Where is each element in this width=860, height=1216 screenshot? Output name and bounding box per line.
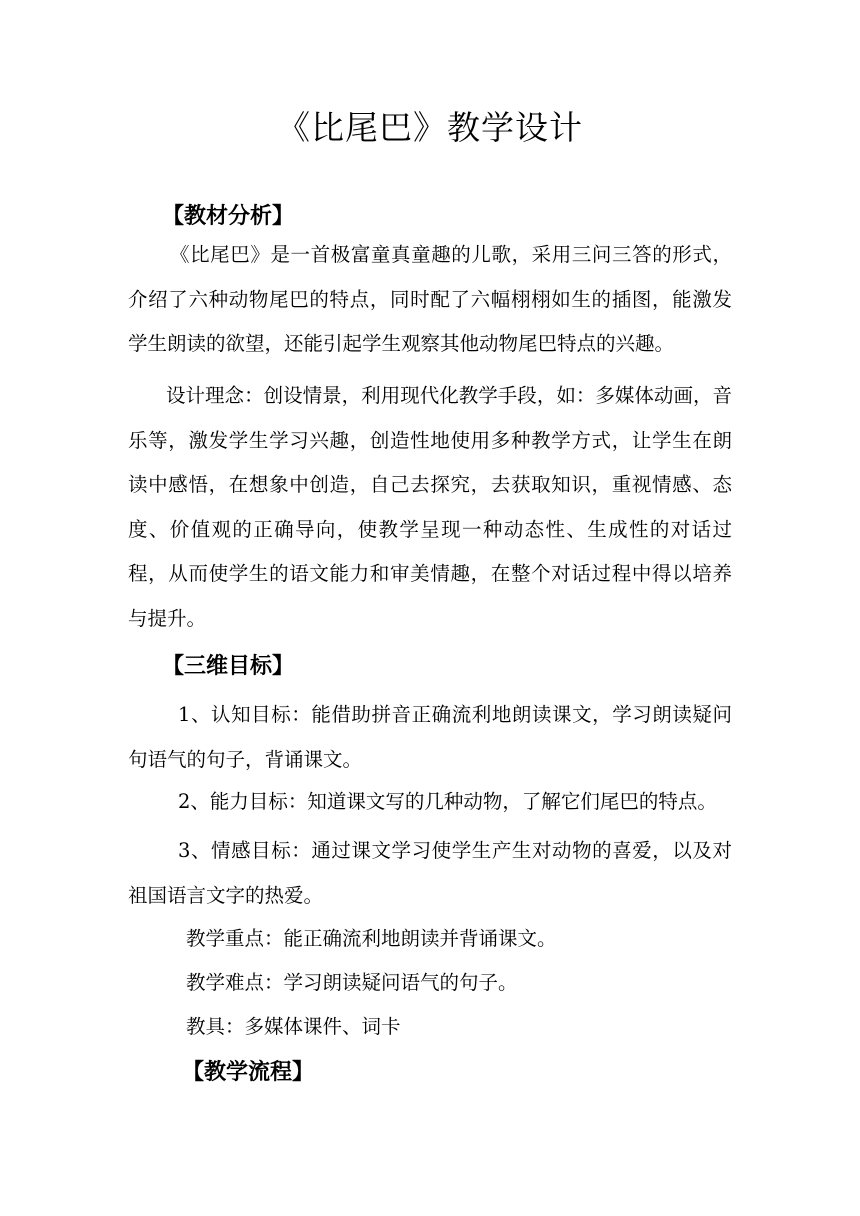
heading-material-analysis: 【教材分析】 xyxy=(162,204,295,229)
heading-process: 【教学流程】 xyxy=(182,1060,315,1085)
teaching-difficulty: 教学难点：学习朗读疑问语气的句子。 xyxy=(186,971,518,994)
paragraph-design-concept: 设计理念：创设情景，利用现代化教学手段，如：多媒体动画，音乐等，激发学生学习兴趣，创造性地使用多种教学方式，让学生在朗读中感悟，在想象中创造，自己去探究，去获取知识，重视情感、态度、价值观的正确导向，使教学呈现一种动态性、生成性的对话过程，从而使学生的语文能力和审美情趣，在整个对话过程中得以培养与提升。 xyxy=(128,384,732,630)
goal-cognitive: 1、认知目标：能借助拼音正确流利地朗读课文，学习朗读疑问句语气的句子，背诵课文。 xyxy=(128,703,732,771)
goal-emotion: 3、情感目标：通过课文学习使学生产生对动物的喜爱，以及对祖国语言文字的热爱。 xyxy=(128,839,732,907)
teaching-key-point: 教学重点：能正确流利地朗读并背诵课文。 xyxy=(186,927,557,950)
document-title: 《比尾巴》教学设计 xyxy=(277,108,583,147)
paragraph-material-analysis: 《比尾巴》是一首极富童真童趣的儿歌，采用三问三答的形式，介绍了六种动物尾巴的特点，同时配了六幅栩栩如生的插图，能激发学生朗读的欲望，还能引起学生观察其他动物尾巴特点的兴趣。 xyxy=(128,243,732,355)
heading-objectives: 【三维目标】 xyxy=(162,654,295,679)
goal-ability: 2、能力目标：知道课文写的几种动物，了解它们尾巴的特点。 xyxy=(178,790,717,813)
teaching-tools: 教具：多媒体课件、词卡 xyxy=(186,1015,401,1038)
